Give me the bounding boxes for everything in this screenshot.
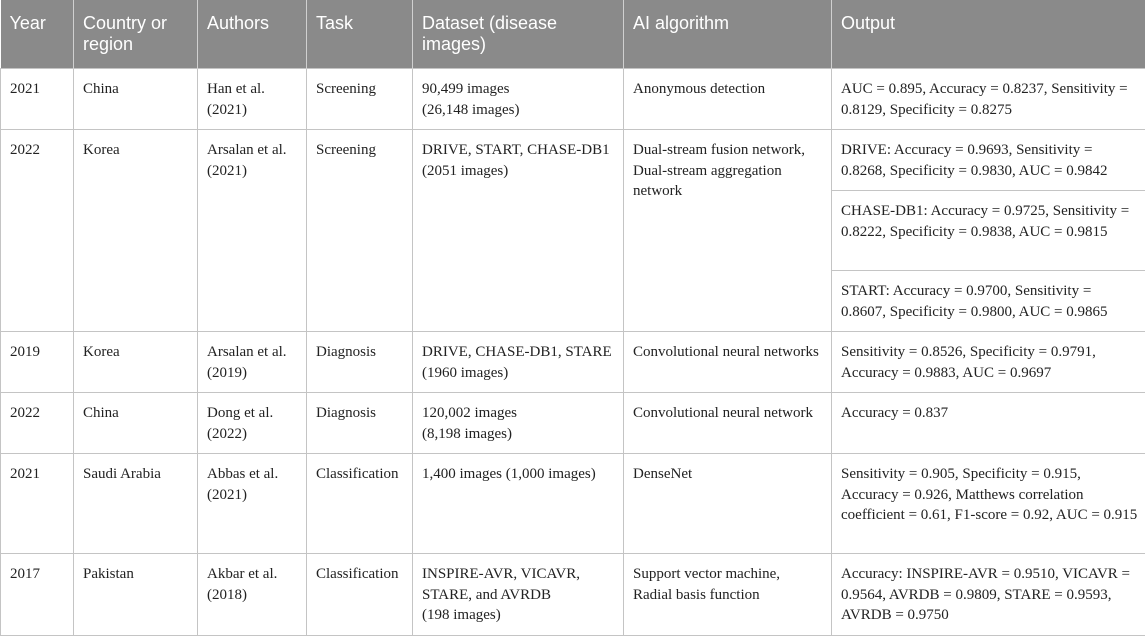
cell-output: Sensitivity = 0.905, Specificity = 0.915, Accuracy = 0.926, Matthews correlation coefficient = 0.61, F1-score = 0.92, AUC = 0.915 [832,454,1145,554]
cell-algorithm: Convolutional neural network [624,393,832,454]
header-year: Year [1,0,74,69]
header-algorithm: AI algorithm [624,0,832,69]
cell-algorithm: Convolutional neural networks [624,332,832,393]
cell-country: Korea [74,332,198,393]
cell-output: Accuracy: INSPIRE-AVR = 0.9510, VICAVR = 0.9564, AVRDB = 0.9809, STARE = 0.9593, AVRDB = 0.9750 [832,554,1145,636]
cell-year: 2022 [1,393,74,454]
dataset-line: 120,002 images [422,405,517,421]
cell-algorithm: Anonymous detection [624,69,832,130]
cell-algorithm: Dual-stream fusion network, Dual-stream aggregation network [624,130,832,332]
cell-authors: Arsalan et al. (2019) [198,332,307,393]
cell-task: Diagnosis [307,332,413,393]
cell-country: Saudi Arabia [74,454,198,554]
cell-dataset [413,393,624,454]
dataset-line: (26,148 images) [422,102,519,118]
table-row [1,393,1145,454]
cell-output: Sensitivity = 0.8526, Specificity = 0.9791, Accuracy = 0.9883, AUC = 0.9697 [832,332,1145,393]
dataset-line: (198 images) [422,607,501,623]
cell-task: Classification [307,454,413,554]
cell-dataset: DRIVE, CHASE-DB1, STARE (1960 images) [413,332,624,393]
cell-output: Accuracy = 0.837 [832,393,1145,454]
cell-task: Screening [307,130,413,332]
cell-authors: Dong et al. (2022) [198,393,307,454]
cell-task: Screening [307,69,413,130]
cell-country: China [74,69,198,130]
cell-year: 2019 [1,332,74,393]
table-row [1,454,1145,554]
cell-dataset: 1,400 images (1,000 images) [413,454,624,554]
cell-year: 2021 [1,454,74,554]
cell-country: Korea [74,130,198,332]
cell-dataset: DRIVE, START, CHASE-DB1 (2051 images) [413,130,624,332]
cell-year: 2022 [1,130,74,332]
cell-output: CHASE-DB1: Accuracy = 0.9725, Sensitivity = 0.8222, Specificity = 0.9838, AUC = 0.9815 [832,191,1145,271]
header-output: Output [832,0,1145,69]
header-country: Country or region [74,0,198,69]
cell-year: 2017 [1,554,74,636]
cell-country: Pakistan [74,554,198,636]
header-authors: Authors [198,0,307,69]
dataset-line: INSPIRE-AVR, VICAVR, STARE, and AVRDB [422,566,580,603]
header-task: Task [307,0,413,69]
cell-year: 2021 [1,69,74,130]
cell-authors: Akbar et al. (2018) [198,554,307,636]
cell-authors: Han et al. (2021) [198,69,307,130]
cell-output: DRIVE: Accuracy = 0.9693, Sensitivity = 0.8268, Specificity = 0.9830, AUC = 0.9842 [832,130,1145,191]
cell-authors: Abbas et al. (2021) [198,454,307,554]
cell-algorithm: Support vector machine, Radial basis function [624,554,832,636]
dataset-line: 90,499 images [422,81,510,97]
cell-algorithm: DenseNet [624,454,832,554]
table-row [1,69,1145,130]
cell-task: Classification [307,554,413,636]
cell-dataset [413,554,624,636]
header-row [1,0,1145,69]
cell-authors: Arsalan et al. (2021) [198,130,307,332]
table-row [1,332,1145,393]
cell-country: China [74,393,198,454]
table-row [1,130,1145,191]
header-dataset: Dataset (disease images) [413,0,624,69]
cell-dataset [413,69,624,130]
cell-task: Diagnosis [307,393,413,454]
cell-output: START: Accuracy = 0.9700, Sensitivity = 0.8607, Specificity = 0.9800, AUC = 0.9865 [832,271,1145,332]
table-row [1,554,1145,636]
cell-output: AUC = 0.895, Accuracy = 0.8237, Sensitivity = 0.8129, Specificity = 0.8275 [832,69,1145,130]
dataset-line: (8,198 images) [422,426,512,442]
